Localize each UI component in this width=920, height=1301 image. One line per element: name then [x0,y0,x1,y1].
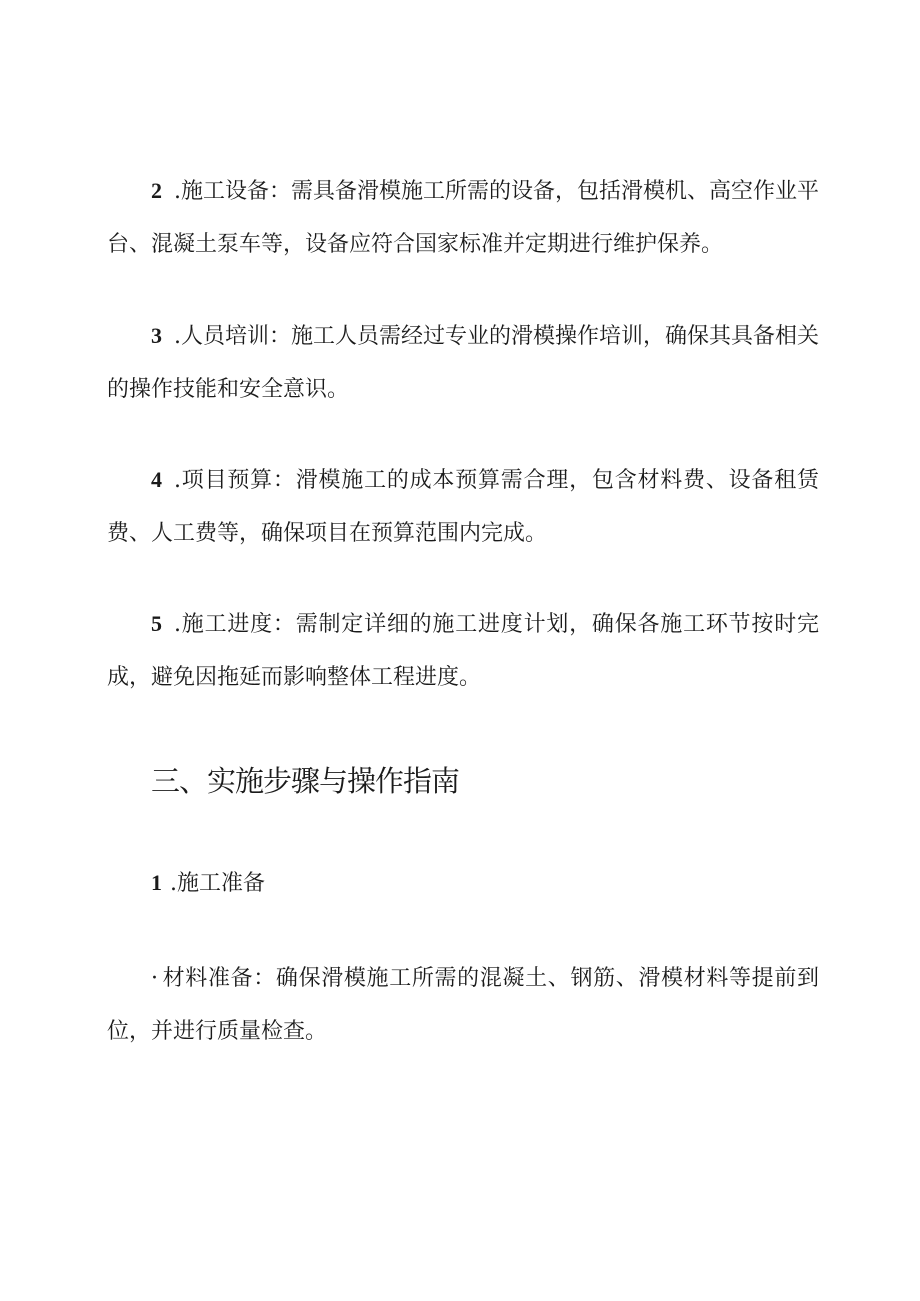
subsection-title [151,860,265,907]
list-item-schedule [107,597,819,704]
bullet-mark: · [151,966,158,991]
section-heading: 三、实施步骤与操作指南 [151,764,460,798]
list-item-number: 2 [151,178,162,203]
list-item-training [107,309,819,416]
list-item-number: 4 [151,467,162,492]
list-item-number: 5 [151,611,162,636]
list-item-budget [107,453,819,560]
list-item-text: .施工设备：需具备滑模施工所需的设备，包括滑模机、高空作业平台、混凝土泵车等，设备应符合国家标准并定期进行维护保养。 [107,179,819,257]
list-item-text: .施工进度：需制定详细的施工进度计划，确保各施工环节按时完成，避免因拖延而影响整体工程进度。 [107,612,819,690]
list-item-number: 3 [151,323,162,348]
list-item-text: .人员培训：施工人员需经过专业的滑模操作培训，确保其具备相关的操作技能和安全意识。 [107,324,819,402]
subsection-number: 1 [151,870,162,895]
list-item-equipment [107,164,819,271]
list-item-text: .项目预算：滑模施工的成本预算需合理，包含材料费、设备租赁费、人工费等，确保项目在预算范围内完成。 [107,468,819,546]
bullet-text: 材料准备：确保滑模施工所需的混凝土、钢筋、滑模材料等提前到位，并进行质量检查。 [107,966,819,1044]
subsection-text: .施工准备 [170,871,265,896]
bullet-item-materials [107,952,819,1058]
